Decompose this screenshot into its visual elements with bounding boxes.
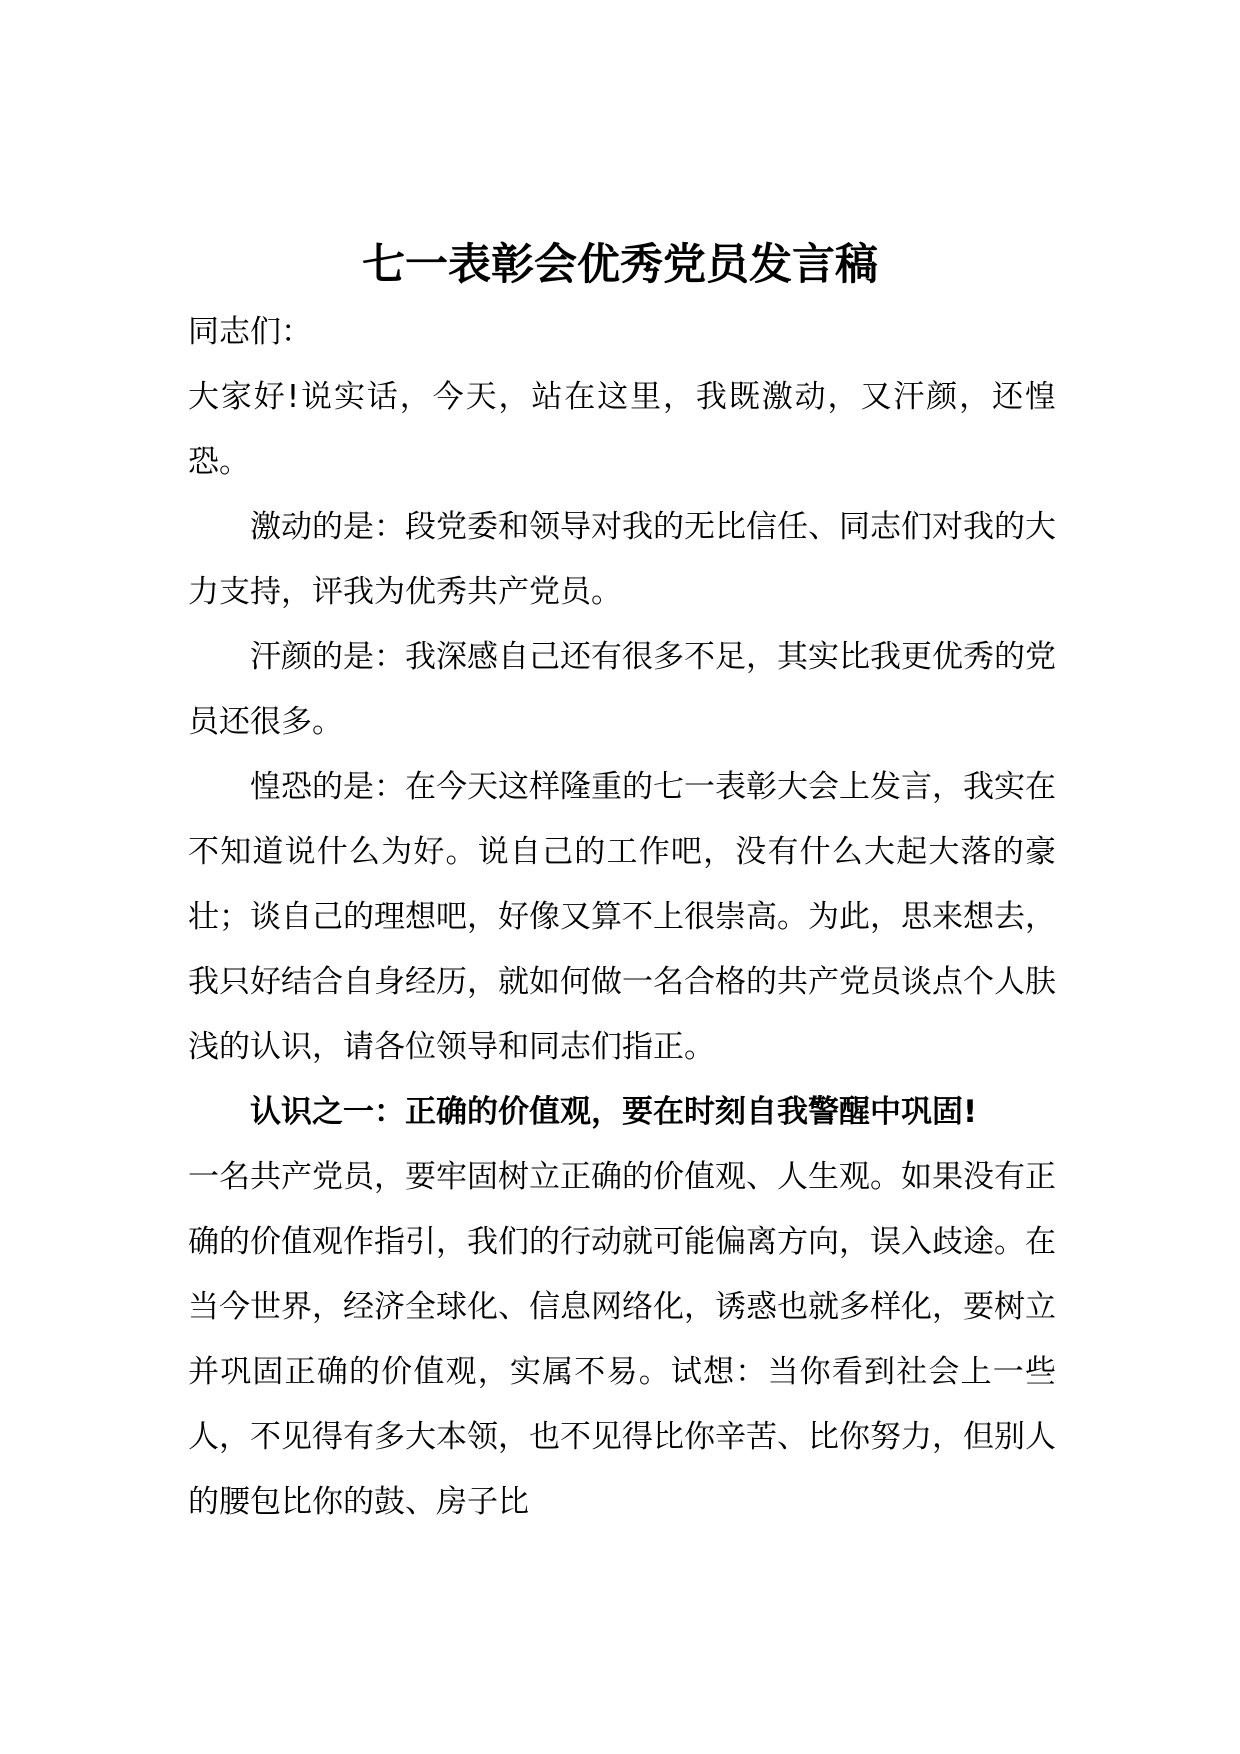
section-paragraph: 一名共产党员，要牢固树立正确的价值观、人生观。如果没有正确的价值观作指引，我们的行动就可能偏离方向，误入歧途。在当今世界，经济全球化、信息网络化，诱惑也就多样化，要树立并巩固正确的价值观，实属不易。试想：当你看到社会上一些人，不见得有多大本领，也不见得比你辛苦、比你努力，但别人的腰包比你的鼓、房子比: [188, 1159, 1056, 1520]
section-heading-text: 认识之一：正确的价值观，要在时刻自我警醒中巩固!: [250, 1094, 978, 1130]
paragraph-excited: 激动的是：段党委和领导对我的无比信任、同志们对我的大力支持，评我为优秀共产党员。: [188, 509, 1056, 610]
document-title: 七一表彰会优秀党员发言稿: [362, 240, 878, 290]
paragraph-anxious: 惶恐的是：在今天这样隆重的七一表彰大会上发言，我实在不知道说什么为好。说自己的工作吧，没有什么大起大落的豪壮；谈自己的理想吧，好像又算不上很崇高。为此，思来想去，我只好结合自身经历，就如何做一名合格的共产党员谈点个人肤浅的认识，请各位领导和同志们指正。: [188, 769, 1056, 1065]
document-body: [188, 300, 1056, 1535]
paragraph-greeting: 大家好!说实话，今天，站在这里，我既激动，又汗颜，还惶恐。: [188, 379, 1056, 480]
paragraph-ashamed: 汗颜的是：我深感自己还有很多不足，其实比我更优秀的党员还很多。: [188, 639, 1056, 740]
section-heading: [188, 1080, 1056, 1145]
salutation: 同志们：: [188, 314, 312, 350]
